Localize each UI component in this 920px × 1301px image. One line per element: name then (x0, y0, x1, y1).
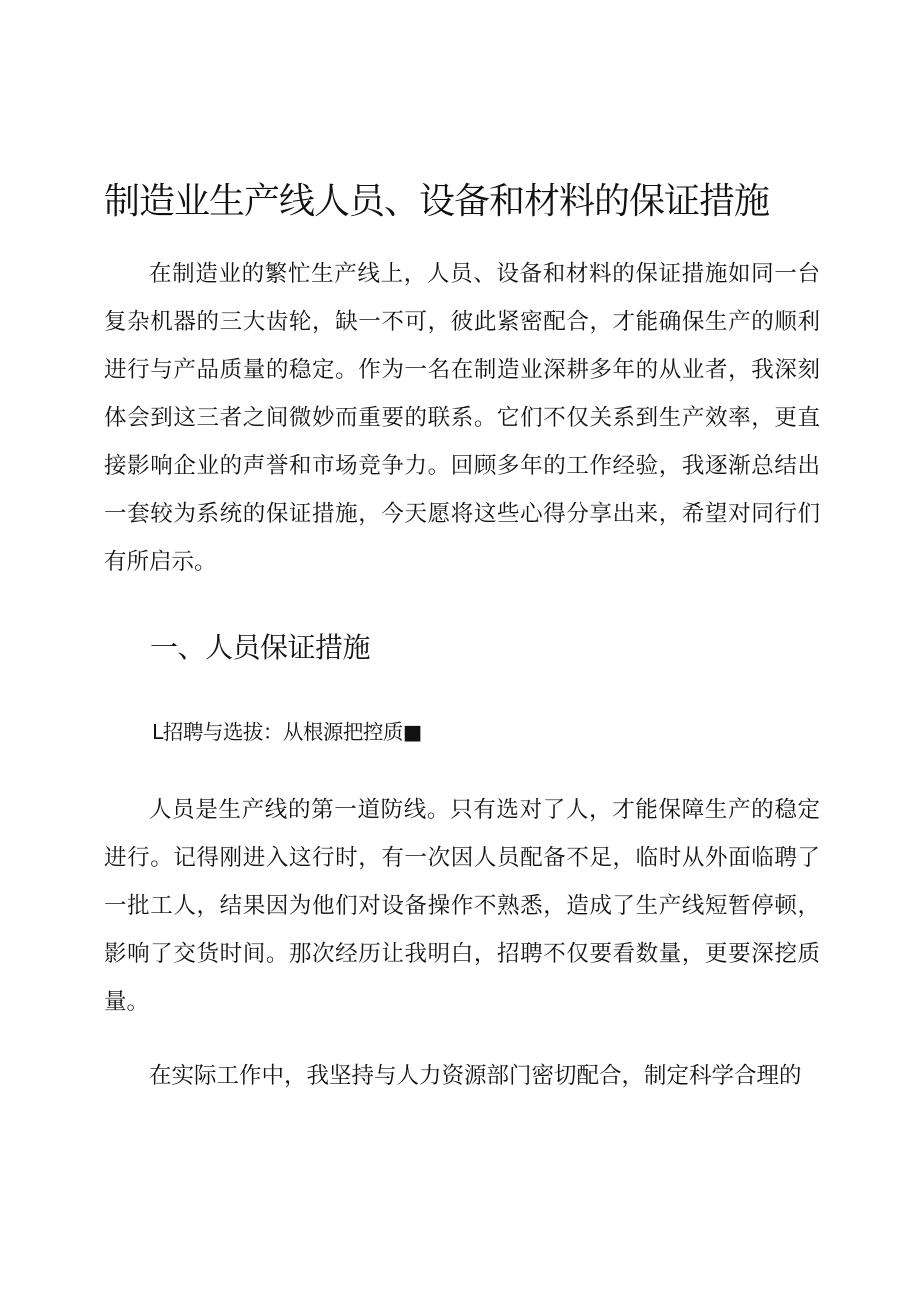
intro-paragraph: 在制造业的繁忙生产线上，人员、设备和材料的保证措施如同一台复杂机器的三大齿轮，缺一不可，彼此紧密配合，才能确保生产的顺利进行与产品质量的稳定。作为一名在制造业深耕多年的从业者，我深刻体会到这三者之间微妙而重要的联系。它们不仅关系到生产效率，更直接影响企业的声誉和市场竞争力。回顾多年的工作经验，我逐渐总结出一套较为系统的保证措施，今天愿将这些心得分享出来，希望对同行们有所启示。 (104, 261, 820, 575)
body-paragraph: 人员是生产线的第一道防线。只有选对了人，才能保障生产的稳定进行。记得刚进入这行时，有一次因人员配备不足，临时从外面临聘了一批工人，结果因为他们对设备操作不熟悉，造成了生产线短暂停顿，影响了交货时间。那次经历让我明白，招聘不仅要看数量，更要深挖质量。 (104, 797, 820, 1015)
body-paragraph: 在实际工作中，我坚持与人力资源部门密切配合，制定科学合理的 (149, 1063, 802, 1089)
document-title: 制造业生产线人员、设备和材料的保证措施 (104, 181, 770, 222)
subsection-heading-recruitment: L招聘与选拔：从根源把控质■ (152, 720, 422, 744)
section-heading-personnel: 一、人员保证措施 (150, 631, 371, 664)
